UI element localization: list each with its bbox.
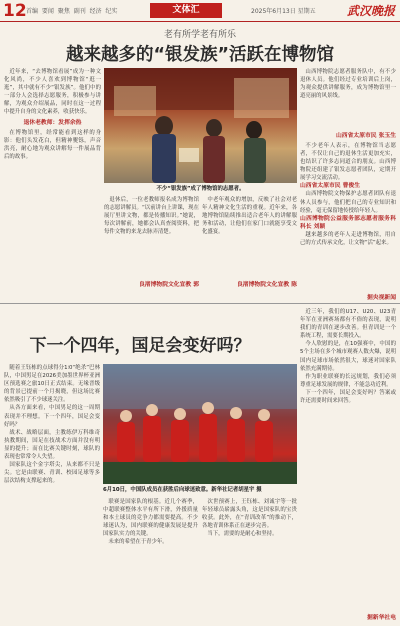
quote-byline: 良渚博物院文化宣教 郭 [139,282,199,288]
article-column: 退休后，一位老教师报名成为博物馆的志愿讲解员。“以前讲台上讲课，现在展厅里讲文物，都是传播知识。”她说，每次讲解前，她都会认真查阅资料，把每件文物的来龙去脉弄清楚。 [104,197,199,236]
photo-caption: 不少“银发族”成了博物馆的志愿者。 [156,186,245,192]
subheading: 山西省太原市民 曹俊生 [300,183,360,190]
section-title: 文体汇 [150,3,222,18]
quote-byline: 山西省太原市民 张玉生 [336,133,396,139]
subheading: 退休老教师：发挥余热 [23,119,82,126]
article-column: 随着王钰栋的点球得分1∶0“绝杀”巴林队，中国男足在2026美加墨世界杯亚洲区预选赛之旅10日正式结束。无缘晋级的背景已提前一个月揭晓，但这场比赛依然吸引了不少球迷关注。 从各方面来看，中国男足的这一周期表现并不理想。下一个四年，国足会变好吗？ 战术、战略层面，主教练伊万科维奇执教期间，国足在技战术方面并没有明显的提升；而在比赛关键时刻，球队的表现也常常令人失望。 国家队这个金字塔尖，从来都不只是尖。它是由联赛、青训、校园足球等多层次结构支撑起来的。 [4,365,100,485]
issue-date: 2025年6月13日 星期五 [251,8,316,15]
section-nav: 首编 要闻 聚焦 副刊 经济 纪实 [26,8,118,15]
page-header [0,0,400,22]
article-title: 下一个四年，国足会变好吗？ [29,336,251,356]
newspaper-logo: 武汉晚报 [347,4,396,18]
article-credit: 据新华社电 [367,615,396,621]
article-column: 近三年，我们的U17、U20、U23青年军在亚洲赛场都有不俗的表现，说明我们的青训在逐步改善。但青训是一个系统工程，需要长期投入。 今人欣慰的是，在10强赛中，中国的5个主场在多个城市观赛人数火爆，说明国内足球市场依然很大，球迷对国家队依然充满期待。 作为职业联赛的长远规划，我们必须尊重足球发展的规律，不能急功近利。 下一个四年，国足会变好吗？答案或许还需要时间来回答。 [300,309,396,405]
photo-caption: 6月10日，中国队成员在获胜后向球迷致意。新华社记者胡星宇 摄 [103,487,262,493]
article-column: 山西博物院志愿者服务队中，有不少退休人员。他们经过专业培训后上岗，为观众提供讲解服务，成为博物馆里一道亮丽的风景线。 [300,69,396,100]
photo-team-celebration [103,364,297,484]
article-credit: 据央视新闻 [367,295,396,301]
subheading: 山西博物院公益服务部志愿者服务科科长 刘颖 [300,215,396,230]
article-column: 近年来，“去博物馆看展”成为一种文化风尚，不少人喜欢到博物馆“逛一逛”，其中就有不少“银发族”。他们中的一部分人会选择志愿服务，积极参与讲解，为观众介绍展品，同时在这一过程中提升自身的文化素养，收获快乐。 退休老教师：发挥余热 在博物馆里，经常能看到这样的身影：他们头发花白，但精神矍铄，声音洪亮，耐心地为观众讲解每一件展品背后的故事。 [4,69,101,160]
article-column: 次世预赛上，王钰栋、刘诚宇等一批年轻球员崭露头角，这是国家队的宝贵收获。此外，在“青训改革”的推动下，各地青训体系正在逐步完善。 当下，需要的是耐心和坚持。 [202,499,297,538]
article-column: 不少老年人表示，在博物馆当志愿者，不仅让自己的退休生活更加充实，也结识了许多志同道合的朋友。山西博物院还组建了银发志愿者团队，定期开展学习交流活动。 山西省太原市民 曹俊生 山西博物院文物保护志愿者团队有退休人员参与，他们把自己的专业知识和经验，毫无保留地传授给年轻人。 山西博物院公益服务部志愿者服务科科长 刘颖 越来越多的老年人走进博物馆，用自己的方式传承文化，让文物“活”起来。 [300,143,396,246]
article-column: 联赛是国家队的根基。近几个赛季，中超联赛整体水平有所下滑，外援质量和本土球员的竞争力都需要提高。不少球迷认为，国内联赛的健康发展是提升国家队实力的关键。 未来的希望在于青少年。 [103,499,198,546]
quote-byline: 良渚博物院文化宣教 陈 [237,282,297,288]
photo-museum-volunteer [104,68,297,183]
article-kicker: 老有所学老有所乐 [163,30,236,40]
page-number: 12 [3,1,27,21]
section-divider [0,303,400,304]
article-column: 中老年观众的增加，反映了社会对老年人精神文化生活的重视。近年来，各地博物馆陆续推出适合老年人的讲解服务和活动，让他们在家门口就能享受文化盛宴。 [202,197,297,236]
article-title: 越来越多的“银发族”活跃在博物馆 [65,45,334,65]
